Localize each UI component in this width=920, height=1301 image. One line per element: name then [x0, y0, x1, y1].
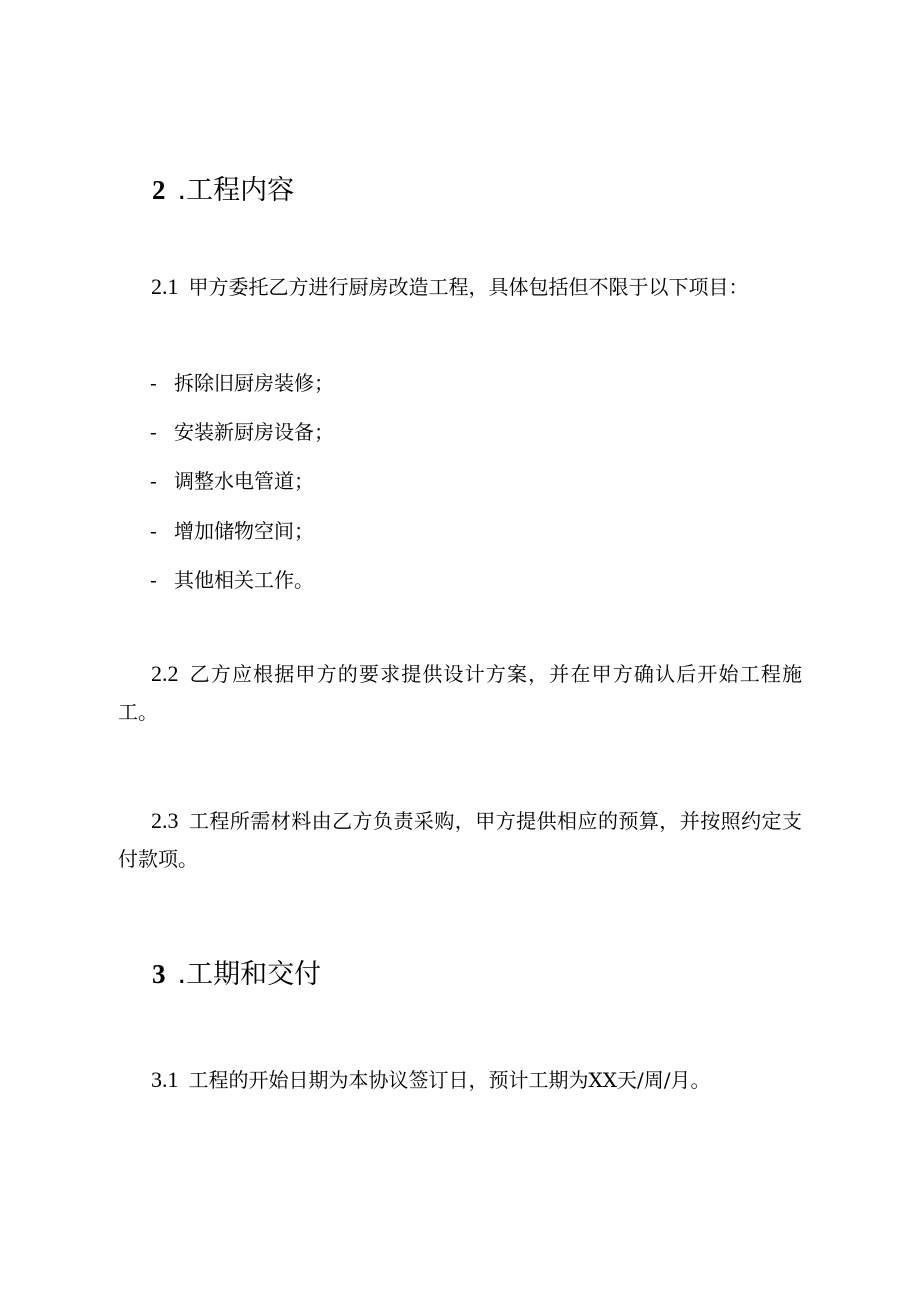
- clause-2-2: [118, 655, 802, 731]
- list-item: [150, 466, 314, 496]
- clause-number: 2.1: [151, 274, 179, 299]
- list-dash: -: [150, 568, 157, 592]
- list-dash: -: [150, 469, 157, 493]
- list-item: [150, 368, 334, 398]
- clause-3-1: [118, 1061, 802, 1099]
- clause-text: 工程所需材料由乙方负责采购，甲方提供相应的预算，并按照约定支付款项。: [118, 809, 802, 871]
- list-dash: -: [150, 420, 157, 444]
- clause-number: 2.3: [151, 808, 179, 833]
- list-item-text: 调整水电管道；: [174, 469, 314, 493]
- clause-text: 甲方委托乙方进行厨房改造工程，具体包括但不限于以下项目：: [188, 275, 749, 299]
- section-2-heading: [152, 172, 294, 209]
- list-dash: -: [150, 371, 157, 395]
- clause-number: 3.1: [151, 1067, 179, 1092]
- section-number: 2: [152, 175, 166, 205]
- list-item-text: 其他相关工作。: [174, 568, 314, 592]
- clause-text: 乙方应根据甲方的要求提供设计方案，并在甲方确认后开始工程施工。: [118, 662, 802, 724]
- clause-2-3: [118, 802, 802, 878]
- section-3-heading: [152, 956, 321, 993]
- list-item-text: 安装新厨房设备；: [174, 420, 334, 444]
- section-number: 3: [152, 959, 166, 989]
- clause-2-1: [118, 268, 802, 306]
- clause-text: 工程的开始日期为本协议签订日，预计工期为XX天/周/月。: [188, 1068, 711, 1092]
- section-title: .工期和交付: [177, 959, 322, 990]
- list-dash: -: [150, 519, 157, 543]
- list-item: [150, 516, 314, 546]
- clause-number: 2.2: [151, 661, 179, 686]
- list-item: [150, 417, 334, 447]
- list-item: [150, 565, 314, 595]
- section-title: .工程内容: [177, 175, 295, 206]
- list-item-text: 拆除旧厨房装修；: [174, 371, 334, 395]
- list-item-text: 增加储物空间；: [174, 519, 314, 543]
